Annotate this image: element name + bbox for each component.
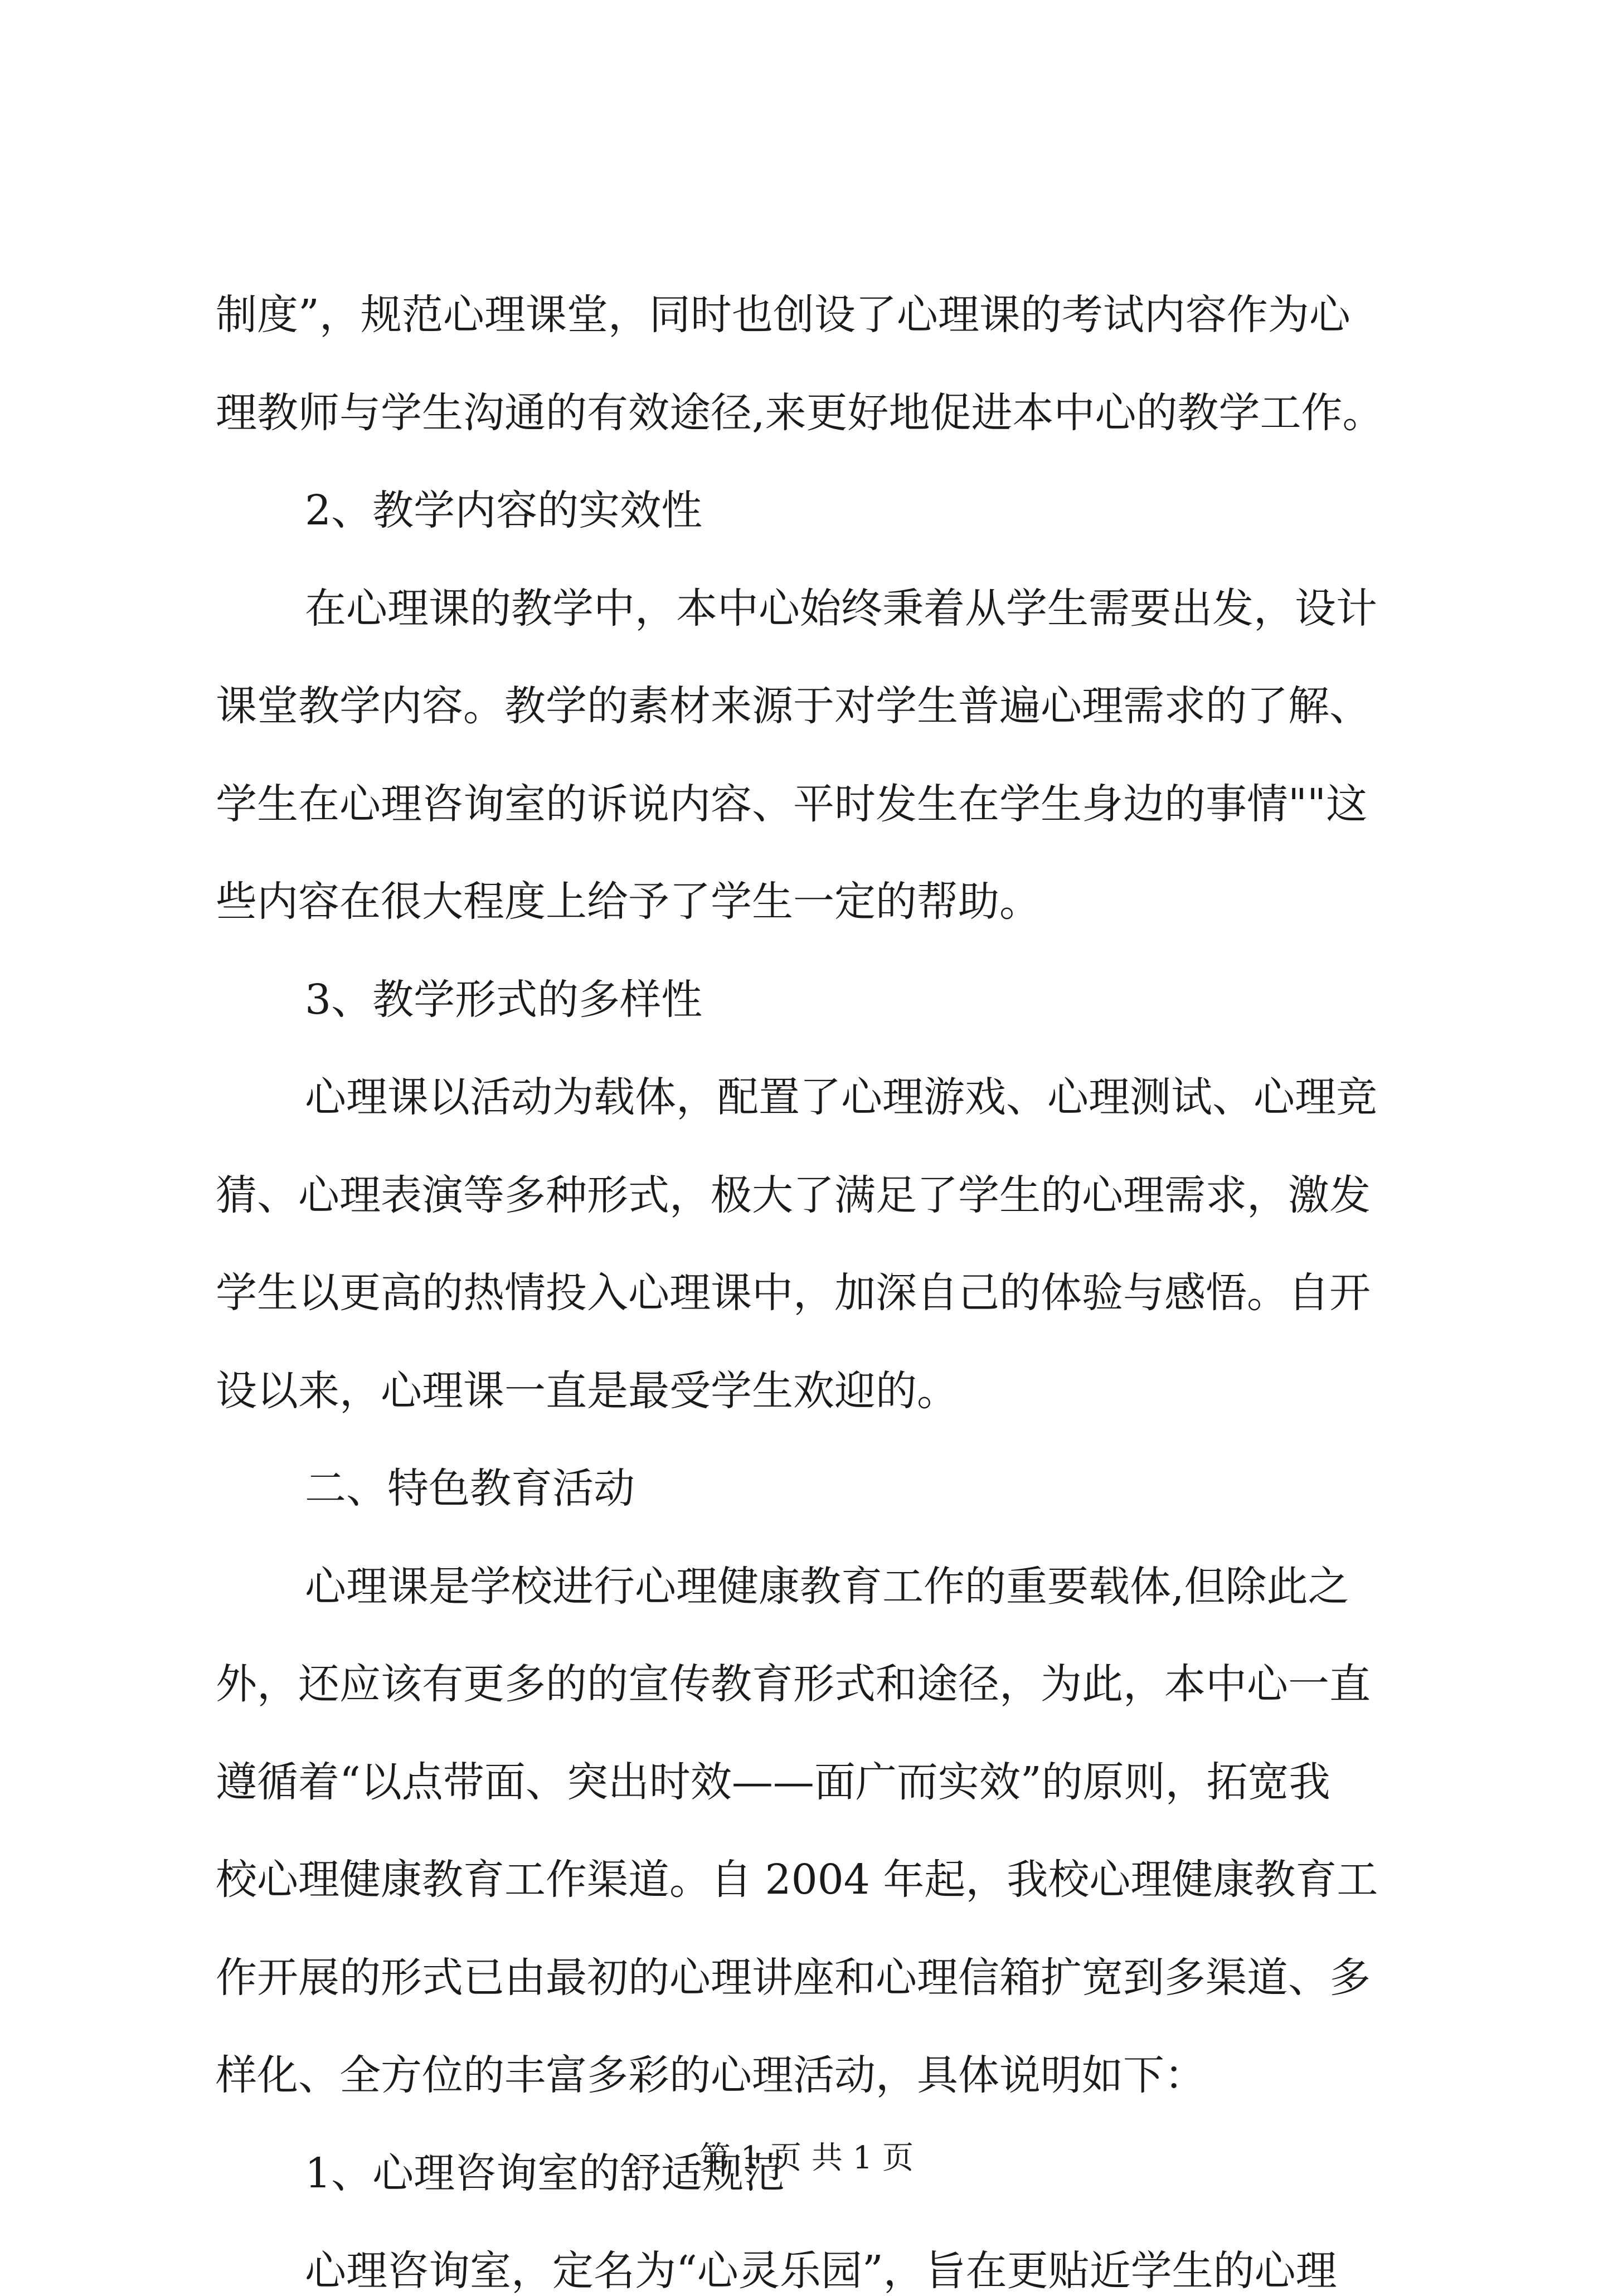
text-line: 校心理健康教育工作渠道。自 2004 年起，我校心理健康教育工 (216, 1856, 1378, 1904)
text-line: 样化、全方位的丰富多彩的心理活动，具体说明如下： (216, 2051, 1206, 2099)
page-footer: 第 1 页 共 1 页 (699, 2140, 914, 2176)
text-line: 猜、心理表演等多种形式，极大了满足了学生的心理需求，激发 (216, 1171, 1371, 1219)
text-line: 作开展的形式已由最初的心理讲座和心理信箱扩宽到多渠道、多 (216, 1954, 1371, 2002)
text-line: 学生在心理咨询室的诉说内容、平时发生在学生身边的事情""这 (216, 780, 1368, 828)
section-heading: 2、教学内容的实效性 (305, 487, 703, 534)
section-heading: 3、教学形式的多样性 (305, 976, 703, 1024)
text-line: 心理咨询室，定名为“心灵乐园”，旨在更贴近学生的心理 (305, 2247, 1337, 2295)
text-line: 理教师与学生沟通的有效途径,来更好地促进本中心的教学工作。 (216, 389, 1384, 437)
text-line: 课堂教学内容。教学的素材来源于对学生普遍心理需求的了解、 (216, 682, 1371, 730)
text-line: 心理课以活动为载体，配置了心理游戏、心理测试、心理竞 (305, 1073, 1377, 1121)
section-heading: 二、特色教育活动 (305, 1465, 635, 1512)
text-line: 外，还应该有更多的的宣传教育形式和途径，为此，本中心一直 (216, 1660, 1371, 1708)
text-line: 制度”，规范心理课堂，同时也创设了心理课的考试内容作为心 (216, 291, 1350, 339)
text-line: 些内容在很大程度上给予了学生一定的帮助。 (216, 878, 1041, 926)
text-line: 在心理课的教学中，本中心始终秉着从学生需要出发，设计 (305, 585, 1377, 633)
text-line: 学生以更高的热情投入心理课中，加深自己的体验与感悟。自开 (216, 1269, 1371, 1317)
text-line: 心理课是学校进行心理健康教育工作的重要载体,但除此之 (305, 1563, 1349, 1611)
section-heading: 1、心理咨询室的舒适规范 (305, 2149, 785, 2197)
text-line: 设以来，心理课一直是最受学生欢迎的。 (216, 1367, 958, 1415)
text-line: 遵循着“以点带面、突出时效——面广而实效”的原则，拓宽我 (216, 1758, 1330, 1806)
